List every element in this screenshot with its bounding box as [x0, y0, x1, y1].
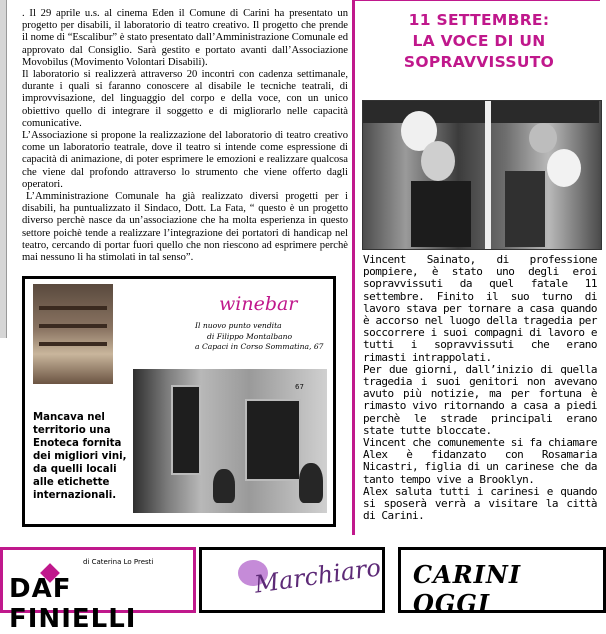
ad-text-line-2: territorio una	[33, 425, 111, 436]
ad-text-line-7: internazionali.	[33, 490, 117, 501]
winebar-address	[195, 321, 323, 353]
street-number: 67	[295, 383, 304, 391]
survivor-story	[363, 254, 597, 522]
article-paragraph-1: . Il 29 aprile u.s. al cinema Eden il Comune di Carini ha presentato un progetto per disabili, il laboratorio di teatro creativo. Il progetto che prende il nome di “Escalibur” è stato presentato dall’Amministrazione Comunale ed approvato dal Consiglio. Sarà gestito e portato avanti dall’Associazione Movobilus (Movimento Volontari Disabili).	[22, 8, 348, 68]
headline-line-1: 11 SETTEMBRE:	[408, 11, 550, 29]
right-column	[352, 0, 603, 535]
left-margin-bar	[0, 0, 7, 338]
footer-credit: di Caterina Lo Presti	[83, 558, 154, 566]
article-paragraph-4: L’Amministrazione Comunale ha già realizzato diversi progetti per i disabili, ha puntualizzato il Sindaco, Dott. La Fata, “ questo è un progetto diverso perchè nasce da un’associazione che ha molta esperienza in questo settore poichè tende a realizzare l’integrazione dei portatori di handicap nel teatro, cercando di portar fuori quello che non riescono ad esprimere perchè mai nessuno li ha stimolati in tal senso”.	[22, 191, 348, 264]
right-column-top-rule	[352, 0, 600, 1]
ad-text-line-1: Mancava nel	[33, 412, 105, 423]
ad-text-line-5: da quelli locali	[33, 464, 117, 475]
winebar-line-2: di Filippo Montalbano	[207, 331, 293, 341]
marchiaro-logo: Marchiaro	[252, 553, 383, 599]
winebar-description	[33, 411, 129, 502]
footer-ad-marchiaro	[199, 547, 385, 613]
story-paragraph-2: Per due giorni, dall’inizio di quella tragedia i suoi genitori non avevano avuto più notizie, ma per fortuna è rimasto vivo ritornando a casa a piedi perchè le strade principali erano state tutte bloccate.	[363, 362, 597, 437]
footer-ad-daf	[0, 547, 196, 634]
winebar-storefront-photo	[133, 369, 327, 513]
story-paragraph-4: Alex saluta tutti i carinesi e quando si sposerà verrà a visitare la città di Carini.	[363, 484, 597, 523]
ad-text-line-3: Enoteca fornita	[33, 438, 122, 449]
disabili-article	[22, 8, 348, 264]
winebar-line-3: a Capaci in Corso Sommatina, 67	[195, 342, 324, 351]
winebar-line-1: Il nuovo punto vendita	[195, 321, 282, 330]
headline	[357, 10, 601, 73]
winebar-advert	[22, 276, 336, 527]
story-paragraph-3: Vincent che comunemente si fa chiamare Alex è fidanzato con Rosamaria Nicastri, figlia di un carinese che da tanto tempo vive a Brooklyn.	[363, 436, 597, 486]
winebar-title: winebar	[219, 293, 298, 315]
survivor-photo	[362, 100, 602, 250]
story-paragraph-1: Vincent Sainato, di professione pompiere, è stato uno degli eroi sopravvissuti da quel fatale 11 settembre. Finito il suo turno di lavoro stava per tornare a casa quando è accorso nel luogo della tragedia per soccorrere i suoi compagni di lavoro e tutti i sopravvissuti che erano rimasti intrappolati.	[363, 253, 597, 364]
ad-text-line-4: dei migliori vini,	[33, 451, 127, 462]
headline-line-2: LA VOCE DI UN	[412, 32, 546, 50]
headline-line-3: SOPRAVVISSUTO	[403, 53, 555, 71]
footer-ad-carini-oggi	[398, 547, 606, 618]
winebar-interior-photo	[33, 284, 113, 384]
carini-oggi-logo: CARINI OGGI	[413, 560, 522, 618]
article-paragraph-3: L’Associazione si propone la realizzazione del laboratorio di teatro creativo come un laboratorio teatrale, dove il teatro si intende come espressione di capacità di animazione, di poter esprimere le emozioni e realizzare qualcosa che viene dal profondo attraverso lo strumento che viene offerto dagli operatori.	[22, 130, 348, 190]
article-paragraph-2: Il laboratorio si realizzerà attraverso 20 incontri con cadenza settimanale, durante i quali si faranno conoscere al disabile le tecniche teatrali, di improvvisazione, del linguaggio del corpo e della voce, con un unico obiettivo quello di integrare il soggetto e di migliorarlo nelle capacità comunicative.	[22, 69, 348, 129]
ad-text-line-6: alle etichette	[33, 477, 110, 488]
daf-logo: DAF FINIELLI	[9, 574, 137, 634]
